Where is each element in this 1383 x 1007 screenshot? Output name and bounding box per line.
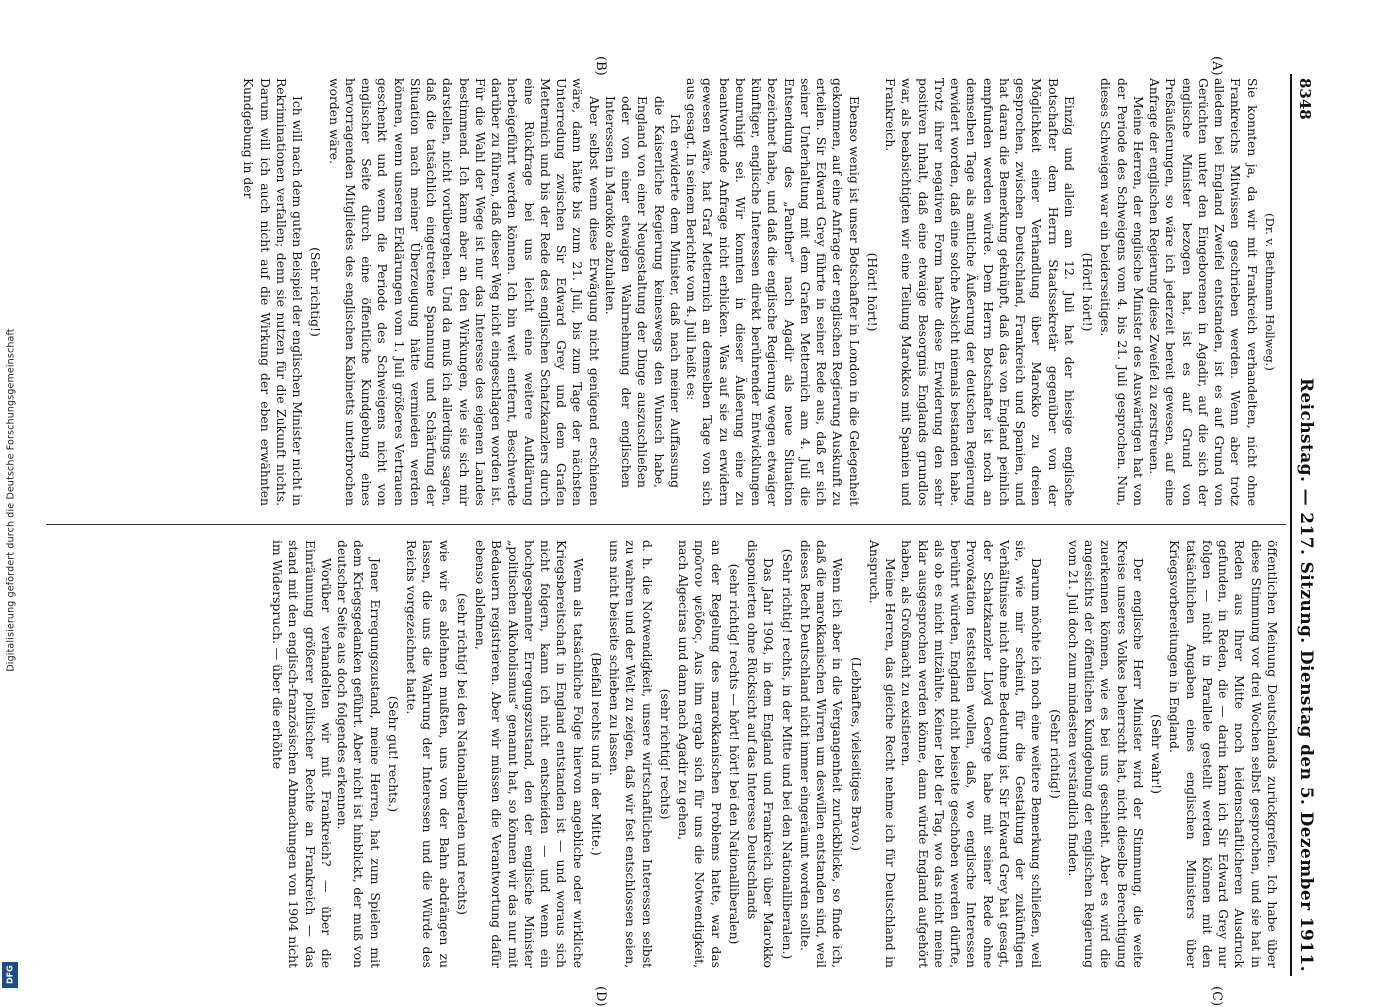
interjection: (Beifall rechts und in der Mitte.) <box>589 652 603 856</box>
margin-letter-d: (D) <box>593 986 608 1007</box>
paragraph: Aber selbst wenn diese Erwägung nicht genügend erschienen wäre, dann hätte bis zum 21. Juli, bis zum Tage der nächsten Unterredung zwischen Sir Edward Grey und dem Grafen Metternich und bis der Rede des englischen Schatzkanzlers durch eine Rückfrage bei uns leicht eine weitere Aufklärung herbeigeführt werden können. Ich bin weit entfernt, Beschwerde darüber zu führen, daß dieser Weg nicht eingeschlagen worden ist. Für die Wahl der Wege ist nur das Interesse des eigenen Landes bestimmend. Ich kann aber an den Wirkungen, wie sie sich mir darstellen, nicht vorübergehen. Und da muß ich allerdings sagen, daß die tatsächlich eingetretene Spannung und Schärfung der Situation nach meiner Überzeugung hätte vermieden werden können, wenn unseren Erklärungen vom 1. Juli größeres Vertrauen geschenkt und wenn die Periode des Schweigens nicht von englischer Seite durch eine öffentliche Kundgebung eines hervorragenden Mitgliedes des englischen Kabinetts unterbrochen worden wäre. <box>326 78 601 506</box>
paragraph: Darum möchte ich noch eine weitere Bemerkung schließen, weil sie, wie mir scheint, für die Gestaltung der zukünftigen Verhältnisse nicht ohne Bedeutung ist. Sir Edward Grey hat gesagt, der Schatzkanzler Lloyd George habe mit seiner Rede ohne Provokation feststellen wollen, daß, wo englische Interessen berührt würden, England nicht beiseite geschoben werden dürfte, als ob es nicht mitzählte. Keiner lebt der Tag, wo das nicht meine klar ausgesprochen werden könne, dann würde England aufgehört haben, als Großmacht zu existieren. <box>899 540 1044 968</box>
paragraph: Ebenso wenig ist unser Botschafter in London in die Gelegenheit gekommen, auf eine Anfrage der englischen Regierung Auskunft zu erteilen. Sir Edward Grey führte in seiner Rede aus, daß er sich seiner Unterhaltung mit dem Grafen Metternich am 4. Juli die Entsendung des „Panther“ nach Agadir als neue Situation bezeichnet habe, und daß die englische Regierung wegen etwaiger künftiger, englische Interessen direkt berührender Entwicklungen beunruhigt sei. Wir konnten in dieser Äußerung eine zu beantwortende Anfrage nicht erblicken. Was auf sie zu erwidern gewesen wäre, hat Graf Metternich an demselben Tage von sich aus gesagt. In seinem Berichte vom 4. Juli heißt es: <box>684 78 861 506</box>
column-divider <box>46 524 1286 525</box>
running-head: Reichstag. — 217. Sitzung. Dienstag den 5. Dezember 1911. <box>1296 377 1316 972</box>
interjection: (Sehr richtig! rechts, in der Mitte und bei den Nationalliberalen.) <box>779 548 794 960</box>
margin-letter-c: (C) <box>1209 986 1224 1007</box>
interjection: (Sehr wahr!) <box>1149 714 1164 794</box>
paragraph: Der englische Herr Minister wird der Stimmung, die weite Kreise unseres Volkes beherrscht hat, nicht dieselbe Berechtigung zuerkennen können, wie es bei uns geschieht. Aber es wird die angesichts der öffentlichen Kundgebung der englischen Regierung vom 21. Juli doch zum mindesten verständlich finden. <box>1066 540 1145 968</box>
interjection: (Lebhaftes, vielseitiges Bravo.) <box>848 657 863 851</box>
interjection: (sehr richtig! rechts — hört! hört! bei den Nationalliberalen) <box>727 563 741 945</box>
interjection: (Sehr gut! rechts.) <box>386 695 400 813</box>
paragraph: Ich will nach dem guten Beispiel der englischen Minister nicht in Rekriminationen verfallen; denn sie nutzen für die Zukunft nichts. Darum will ich auch nicht auf die Wirkung der eben erwähnten Kundgebung in der <box>241 78 305 506</box>
paragraph: Sie konnten ja, da wir mit Frankreich verhandelten, nicht ohne Frankreichs Mitwissen geschrieben werden. Wenn aber trotz alledem bei England Zweifel entstanden, ist es auf Grund von Gerüchten unter den Eingeborenen in Agadir, auf die sich der englische Minister bezogen hat, ist es auf Grund von Preßäußerungen, so wäre ich jederzeit bereit gewesen, auf eine Anfrage der englischen Regierung diese Zweifel zu zerstreuen. <box>1147 78 1259 506</box>
paragraph: öffentlichen Meinung Deutschlands zurückgreifen. Ich habe über diese Stimmung vor drei Wochen selbst gesprochen, und sie hat in Reden aus Ihrer Mitte noch leidenschaftlicheren Ausdruck gefunden, in Reden, die — darin kann ich Sir Edward Grey nur folgen — nicht in Parallele gestellt werden können mit den tatsächlichen Angaben eines englischen Ministers über Kriegsvorbereitungen in England. <box>1167 540 1279 968</box>
interjection: (Sehr richtig!) <box>1047 709 1062 799</box>
quotation: Ich erwiderte dem Minister, daß nach meiner Auffassung die Kaiserliche Regierung keineswegs den Wunsch habe, England von einer Neugestaltung der Dinge auszuschließen oder von einer etwaigen Wahrnehmung der englischen Interessen in Marokko abzuhalten. <box>603 96 682 488</box>
paragraph: Einzig und allein am 12. Juli hat der hiesige englische Botschafter dem Herrn Staatssekretär gegenüber von der Möglichkeit einer Verhandlung über Marokko zu dreien gesprochen, zwischen Deutschland, Frankreich und Spanien, und hat daran die Bemerkung geknüpft, daß das von England peinlich empfunden werden würde. Dem Herrn Botschafter ist noch an demselben Tage als amtliche Äußerung der deutschen Regierung erwidert worden, daß eine solche Absicht niemals bestanden habe. Trotz ihrer negativen Form hatte diese Erwiderung den sehr positiven Inhalt, daß eine etwaige Besorgnis Englands grundlos war, als beabsichtigten wir eine Teilung Marokkos mit Spanien und Frankreich. <box>883 78 1076 506</box>
paragraph: Meine Herren, das gleiche Recht nehme ich für Deutschland in Anspruch. <box>867 540 898 968</box>
paragraph: Jener Erregungszustand, meine Herren, hat zum Spielen mit dem Kriegsgedanken geführt. Aber nicht ist hinblickt, der muß von deutscher Seite aus doch folgendes erkennen. <box>335 540 382 968</box>
page-number: 8348 <box>1296 78 1314 120</box>
speaker-label: (Dr. v. Bethmann Hollweg.) <box>1263 213 1277 371</box>
interjection: (Sehr richtig!) <box>308 247 323 337</box>
interjection: (sehr richtig! rechts) <box>658 688 672 820</box>
paragraph: Worüber verhandelten wir mit Frankreich? — über die Einräumung größerer politischer Rechte an Frankreich — das stand mit den englisch-französischen Abmachungen von 1904 nicht im Widerspruch. — über die erhöhte <box>270 540 333 968</box>
document-page <box>40 56 1320 1007</box>
page-frame <box>40 56 1320 1007</box>
right-column <box>48 540 1280 1007</box>
left-column <box>48 56 1280 506</box>
dfg-logo: DFG <box>2 962 18 988</box>
page-header <box>1290 74 1320 976</box>
interjection: (Hört! hört!) <box>1080 252 1095 332</box>
interjection: (sehr richtig! bei den Nationalliberalen und rechts) <box>455 593 469 915</box>
side-strip <box>0 0 22 1000</box>
interjection: (Hört! hört!) <box>865 252 879 332</box>
paragraph: Wenn ich aber in die Vergangenheit zurückblicke, so finde ich, daß die marokkanischen Wirren um deswillen entstanden sind, weil dieses Recht Deutschland nicht immer eingeräumt worden sollte. <box>798 540 845 968</box>
paragraph: Meine Herren, der englische Minister des Auswärtigen hat von der Periode des Schweigens vom 4. bis 21. Juli gesprochen. Nun, dieses Schweigen war ein beiderseitiges. <box>1098 78 1145 506</box>
paragraph: d. h. die Notwendigkeit, unsere wirtschaftlichen Interessen selbst zu wahren und der Welt zu zeigen, daß wir fest entschlossen seien, uns nicht beiseite schieben zu lassen. <box>607 540 654 968</box>
margin-letter-b: (B) <box>593 56 608 76</box>
margin-letter-a: (A) <box>1209 56 1224 76</box>
paragraph: Wenn als tatsächliche Folge hiervon angebliche oder wirkliche Kriegsbereitschaft in England entstanden ist — und woraus sich nicht folgern, kann ich nicht entscheiden — und wenn ein hochgespannter Erregungszustand, den der englische Minister „politischen Alkoholismus“ genannt hat, so können wir das nur mit Bedauern registrieren. Aber wir müssen die Verantwortung dafür ebenso ablehnen, <box>473 540 585 968</box>
digitization-note: Digitalisierung gefördert durch die Deutsche Forschungsgemeinschaft <box>5 328 17 672</box>
paragraph: Das Jahr 1904, in dem England und Frankreich über Marokko disponierten ohne Rücksicht auf das Interesse Deutschlands <box>745 540 776 968</box>
paragraph: wie wir es ablehnen mußten, uns von der Bahn abdrängen zu lassen, die uns die Wahrung der Interessen und die Würde des Reichs vorgezeichnet hatte. <box>404 540 451 968</box>
paragraph: an der Regelung des marokkanischen Problems hatte, war das πρῶτον ψεῦδος. Aus ihm ergab sich für uns die Notwendigkeit, nach Algeciras und dann nach Agadir zu gehen, <box>676 540 723 968</box>
